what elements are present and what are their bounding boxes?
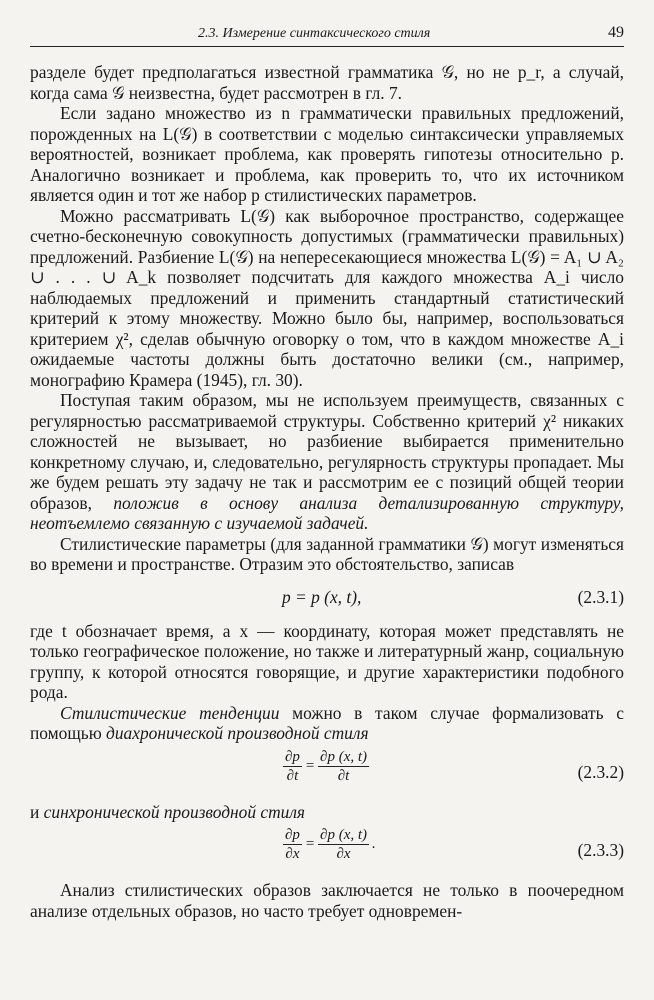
running-title: 2.3. Измерение синтаксического стиля <box>198 26 431 41</box>
term-synchronic-derivative: синхронической производной стиля <box>43 801 306 822</box>
equation-formula: p = p (x, t), <box>282 586 362 607</box>
page-number: 49 <box>608 24 624 41</box>
fraction-numerator: ∂p (x, t) <box>320 748 368 765</box>
paragraph-5: Стилистические параметры (для заданной грамматики 𝒢) могут изменяться во времени и пространстве. Отразим это обстоятельство, записав <box>30 533 624 574</box>
paragraph-7-text: можно в таком случае формализовать с помощью <box>30 702 624 743</box>
equation-number: (2.3.2) <box>577 761 624 782</box>
equation-fraction <box>280 748 372 785</box>
equation-2-3-2 <box>30 748 624 796</box>
fraction-lhs <box>283 826 302 863</box>
fraction-denominator: ∂x <box>285 846 300 862</box>
paragraph-8-text: и <box>30 801 40 822</box>
equation-fraction <box>280 826 376 863</box>
fraction-numerator: ∂p (x, t) <box>320 827 368 843</box>
equation-2-3-3 <box>30 826 624 874</box>
equation-period: . <box>372 836 376 853</box>
fraction-denominator: ∂t <box>337 767 350 784</box>
paragraph-2: Если задано множество из n грамматически правильных предложений, порожденных на L(𝒢) в соответствии с моделью синтаксически управляемых вероятностей, возникает проблема, как проверять гипотезы относительно p. Аналогично возникает и проблема, как проверить то, что их источником является один и тот же набор p стилистических параметров. <box>30 103 624 205</box>
fraction-rhs <box>318 748 369 785</box>
fraction-numerator: ∂p <box>285 827 300 843</box>
page-body <box>30 62 624 921</box>
fraction-lhs <box>283 748 302 785</box>
fraction-denominator: ∂x <box>336 846 351 862</box>
equals-sign: = <box>304 836 316 853</box>
paragraph-4-italic: положив в основу анализа детализированную структуру, неотъемлемо связанную с изучаемой задачей. <box>30 492 624 533</box>
equation-number: (2.3.3) <box>577 840 624 860</box>
paragraph-6: где t обозначает время, а x — координату, которая может представлять не только географическое положение, но также и литературный жанр, социальную группу, к которой относятся говорящие, и другие характеристики подобного рода. <box>30 620 624 702</box>
equation-number: (2.3.1) <box>577 586 624 607</box>
page-header <box>30 24 624 47</box>
equation-2-3-1 <box>30 581 624 615</box>
paragraph-7 <box>30 703 624 744</box>
fraction-numerator: ∂p <box>285 748 300 765</box>
equals-sign: = <box>304 757 316 774</box>
paragraph-9: Анализ стилистических образов заключается не только в поочередном анализе отдельных образов, но часто требует одновремен- <box>30 880 624 921</box>
paragraph-3: Можно рассматривать L(𝒢) как выборочное пространство, содержащее счетно-бесконечную совокупность допустимых (грамматически правильных) предложений. Разбиение L(𝒢) на непересекающиеся множества L(𝒢) = A₁ ∪ A₂ ∪ . . . ∪ A_k позволяет подсчитать для каждого множества A_i число наблюдаемых предложений и применить стандартный статистический критерий к этому множеству. Можно было бы, например, воспользоваться критерием χ², сделав обычную оговорку о том, что в каждом множестве A_i ожидаемые частоты должны быть достаточно велики (см., например, монографию Крамера (1945), гл. 30). <box>30 205 624 390</box>
term-diachronic-derivative: диахронической производной стиля <box>106 723 369 743</box>
paragraph-4-text: Поступая таким образом, мы не используем преимуществ, связанных с регулярностью рассматриваемой структуры. Собственно критерий χ² никаких сложностей не вызывает, но разбиение выбирается применительно конкретному случаю, и, следовательно, регулярность структуры пропадает. Мы же будем решать эту задачу не так и рассмотрим ее с позиций общей теории образов, <box>30 390 624 513</box>
paragraph-1: разделе будет предполагаться известной грамматика 𝒢, но не p_r, а случай, когда сама 𝒢 неизвестна, будет рассмотрен в гл. 7. <box>30 62 624 103</box>
fraction-rhs <box>318 826 369 863</box>
term-stylistic-tendencies: Стилистические тенденции <box>60 702 280 723</box>
paragraph-8 <box>30 802 624 823</box>
paragraph-4 <box>30 390 624 534</box>
fraction-denominator: ∂t <box>286 767 299 784</box>
